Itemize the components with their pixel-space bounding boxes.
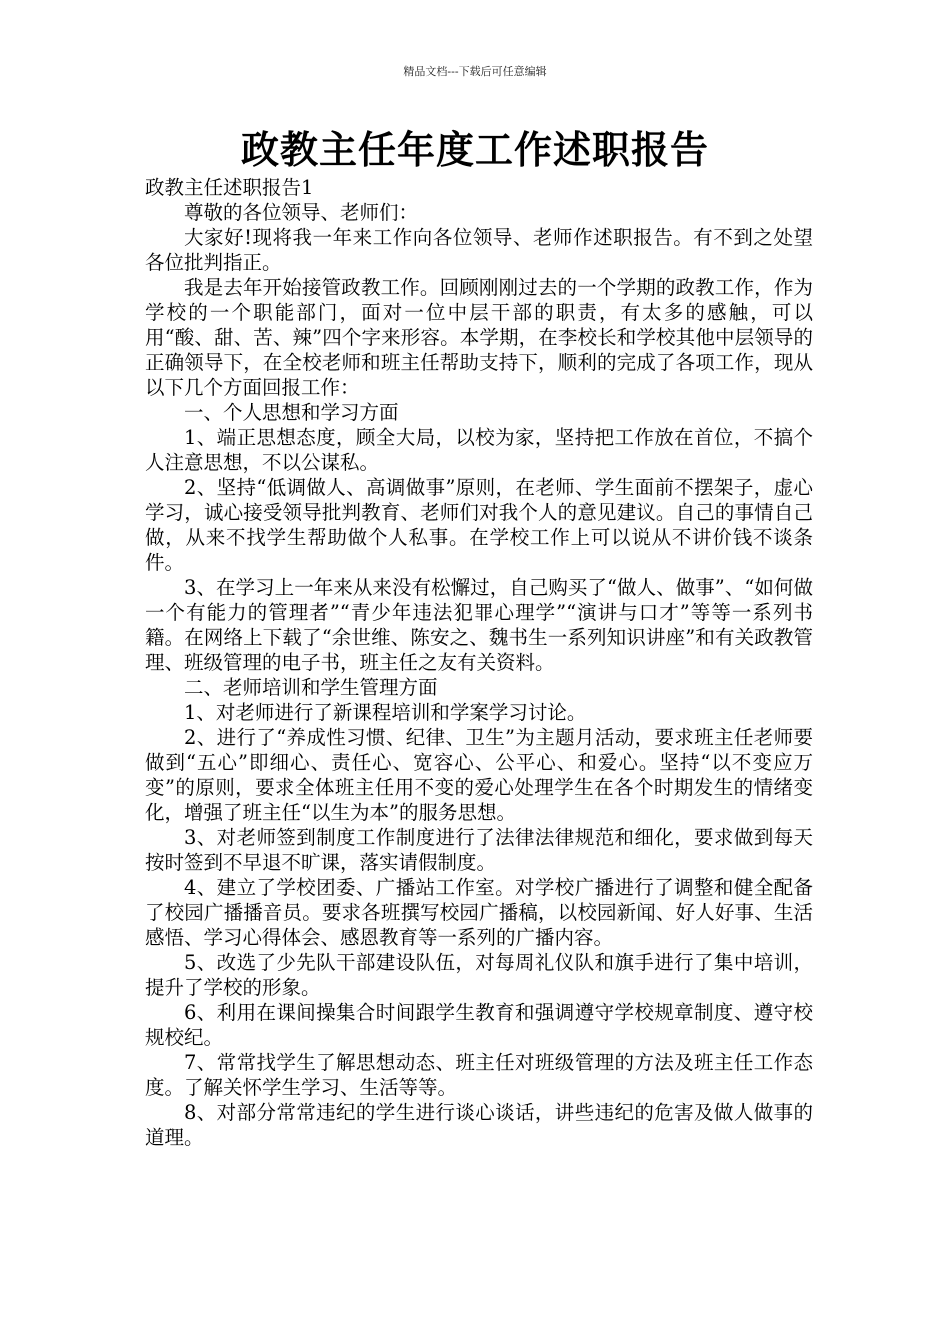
paragraph-greeting: 大家好!现将我一年来工作向各位领导、老师作述职报告。有不到之处望各位批判指正。: [145, 226, 813, 274]
paragraph-personal-2: 2、坚持“低调做人、高调做事”原则，在老师、学生面前不摆架子，虚心学习，诚心接受领导批判教育、老师们对我个人的意见建议。自己的事情自己做，从来不找学生帮助做个人私事。在学校工作上可以说从不讲价钱不谈条件。: [145, 476, 813, 574]
paragraph-personal-1: 1、端正思想态度，顾全大局，以校为家，坚持把工作放在首位，不搞个人注意思想，不以公谋私。: [145, 426, 813, 474]
document-title: 政教主任年度工作述职报告: [240, 128, 709, 172]
paragraph-training-6: 6、利用在课间操集合时间跟学生教育和强调遵守学校规章制度、遵守校规校纪。: [145, 1001, 813, 1049]
paragraph-introduction: 我是去年开始接管政教工作。回顾刚刚过去的一个学期的政教工作，作为学校的一个职能部门，面对一位中层干部的职责，有太多的感触，可以用“酸、甜、苦、辣”四个字来形容。本学期，在李校长和学校其他中层领导的正确领导下，在全校老师和班主任帮助支持下，顺利的完成了各项工作，现从以下几个方面回报工作：: [145, 276, 813, 399]
document-body: [145, 175, 813, 1150]
header-note: 精品文档---下载后可任意编辑: [403, 65, 547, 78]
paragraph-training-5: 5、改选了少先队干部建设队伍，对每周礼仪队和旗手进行了集中培训，提升了学校的形象。: [145, 951, 813, 999]
section-heading-personal: 一、个人思想和学习方面: [184, 401, 399, 424]
paragraph-training-4: 4、建立了学校团委、广播站工作室。对学校广播进行了调整和健全配备了校园广播播音员。要求各班撰写校园广播稿，以校园新闻、好人好事、生活感悟、学习心得体会、感恩教育等一系列的广播内容。: [145, 876, 813, 949]
section-heading-training: 二、老师培训和学生管理方面: [184, 676, 438, 699]
paragraph-training-1: 1、对老师进行了新课程培训和学案学习讨论。: [184, 701, 587, 724]
paragraph-personal-3: 3、在学习上一年来从来没有松懈过，自己购买了“做人、做事”、“如何做一个有能力的管理者”“青少年违法犯罪心理学”“演讲与口才”等等一系列书籍。在网络上下载了“余世维、陈安之、魏书生一系列知识讲座”和有关政教管理、班级管理的电子书，班主任之友有关资料。: [145, 576, 813, 674]
paragraph-report-label: 政教主任述职报告1: [145, 176, 314, 199]
paragraph-training-7: 7、常常找学生了解思想动态、班主任对班级管理的方法及班主任工作态度。了解关怀学生学习、生活等等。: [145, 1051, 813, 1099]
paragraph-salutation: 尊敬的各位领导、老师们：: [184, 201, 419, 224]
paragraph-training-3: 3、对老师签到制度工作制度进行了法律法律规范和细化，要求做到每天按时签到不早退不旷课，落实请假制度。: [145, 826, 813, 874]
paragraph-training-2: 2、进行了“养成性习惯、纪律、卫生”为主题月活动，要求班主任老师要做到“五心”即细心、责任心、宽容心、公平心、和爱心。坚持“以不变应万变”的原则，要求全体班主任用不变的爱心处理学生在各个时期发生的情绪变化，增强了班主任“以生为本”的服务思想。: [145, 726, 813, 824]
paragraph-training-8: 8、对部分常常违纪的学生进行谈心谈话，讲些违纪的危害及做人做事的道理。: [145, 1101, 813, 1149]
